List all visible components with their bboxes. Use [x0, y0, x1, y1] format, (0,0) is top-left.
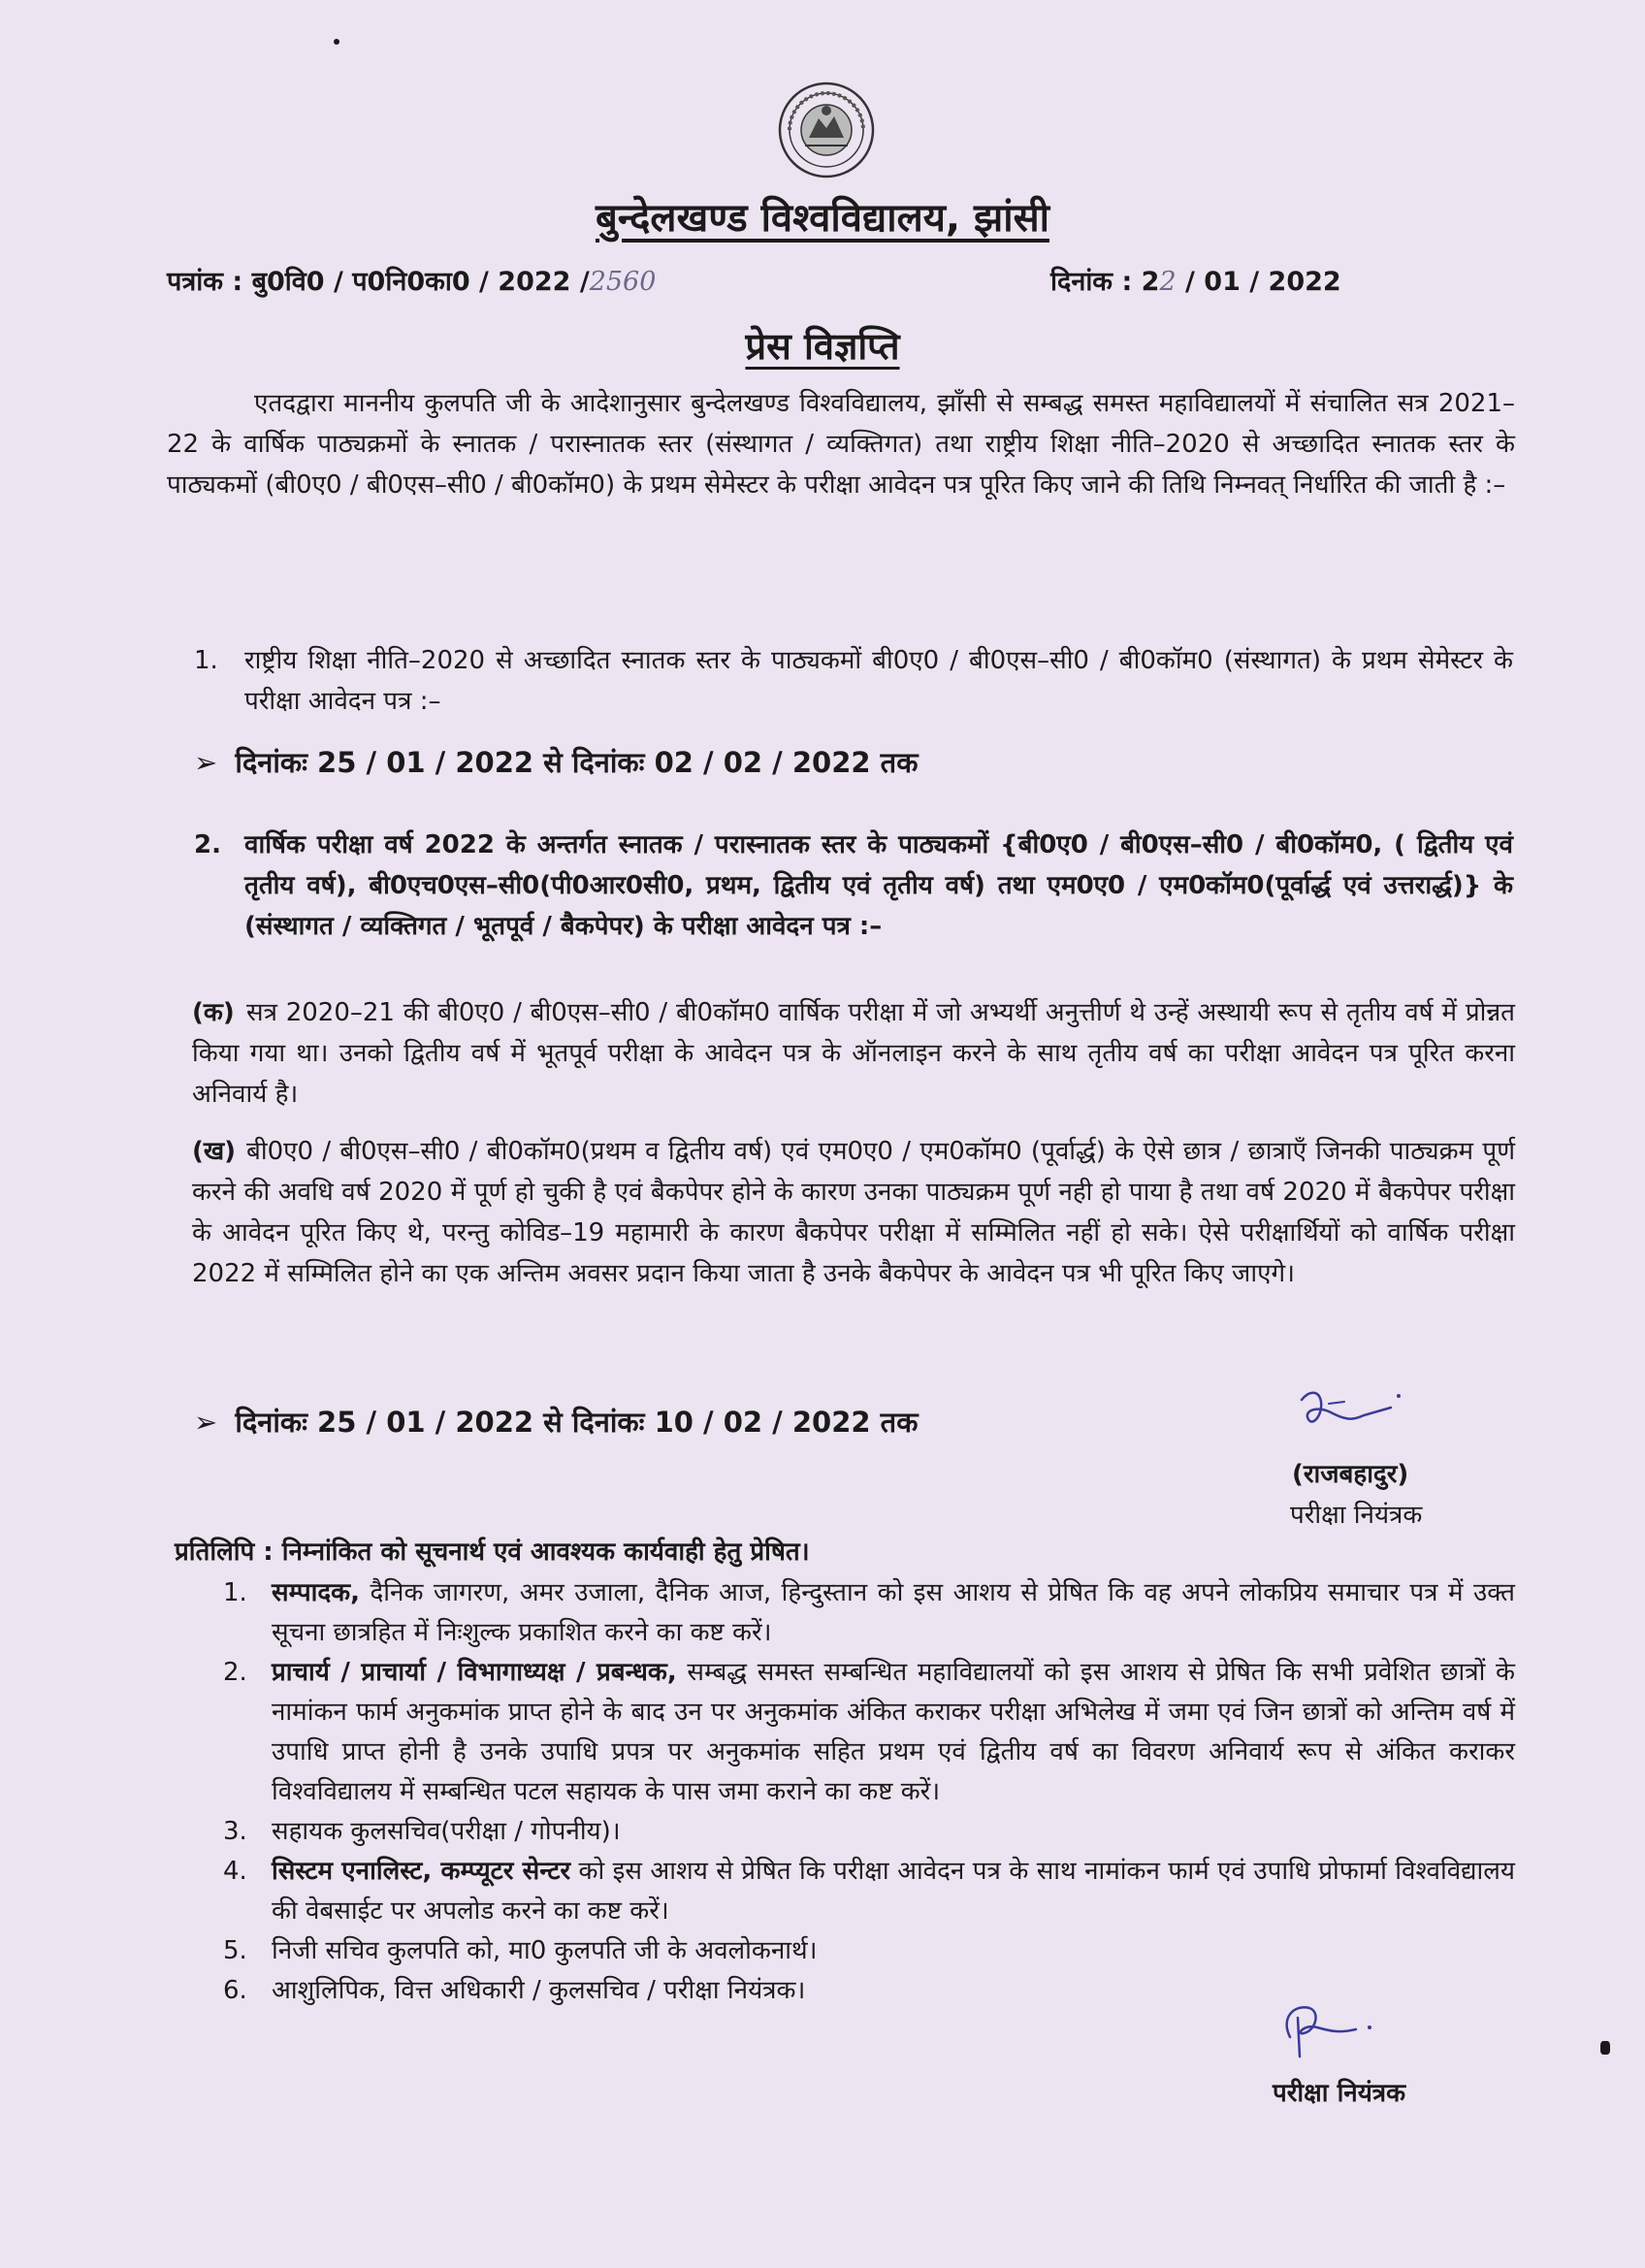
arrow-bullet-icon: ➢: [194, 1406, 218, 1439]
list-item-number: 2.: [194, 830, 221, 859]
list-item-text: आशुलिपिक, वित्त अधिकारी / कुलसचिव / परीक्षा नियंत्रक।: [272, 1976, 806, 2005]
sub-item-kha: [192, 1131, 1515, 1294]
date-range-2: [194, 1403, 918, 1441]
list-item: [223, 1931, 1515, 1971]
signer-name: (राजबहादुर): [1292, 1460, 1409, 1489]
press-release-title: प्रेस विज्ञप्ति: [745, 325, 900, 368]
list-item-text: दैनिक जागरण, अमर उजाला, दैनिक आज, हिन्दुस्तान को इस आशय से प्रेषित कि वह अपने लोकप्रिय समाचार पत्र में उक्त सूचना छात्रहित में निःशुल्क प्रकाशित करने का कष्ट करें।: [272, 1578, 1515, 1647]
list-item-number: 4.: [223, 1857, 247, 1886]
list-item-text: राष्ट्रीय शिक्षा नीति–2020 से अच्छादित स्नातक स्तर के पाठ्यकमों बी0ए0 / बी0एस–सी0 / बी0कॉम0 (संस्थागत) के प्रथम सेमेस्टर के परीक्षा आवेदन पत्र :–: [244, 646, 1513, 716]
arrow-bullet-icon: ➢: [194, 746, 218, 779]
list-item-1: [194, 640, 1513, 722]
list-item-number: 3.: [223, 1817, 247, 1846]
signature-mark-icon: [1290, 1382, 1406, 1450]
date-range-text: दिनांकः 25 / 01 / 2022 से दिनांकः 02 / 02 / 2022 तक: [235, 746, 919, 779]
reference-handwritten-number: 2560: [589, 267, 657, 297]
list-item-text: को इस आशय से प्रेषित कि परीक्षा आवेदन पत्र के साथ नामांकन फार्म एवं उपाधि प्रोफार्मा विश्वविद्यालय की वेबसाईट पर अपलोड करने का कष्ट करें।: [272, 1857, 1515, 1926]
list-item-2: [194, 825, 1513, 947]
sub-item-ka: [192, 992, 1515, 1115]
recipient-label: प्राचार्य / प्राचार्या / विभागाध्यक्ष / प्रबन्धक,: [272, 1658, 677, 1687]
sub-item-label: (ख): [192, 1137, 237, 1166]
list-item-number: 1.: [223, 1578, 247, 1607]
sub-item-label: (क): [192, 998, 235, 1027]
university-name: बुन्देलखण्ड विश्वविद्यालय, झांसी: [595, 196, 1050, 241]
list-item: [223, 1653, 1515, 1812]
list-item-number: 5.: [223, 1936, 247, 1965]
list-item: [223, 1852, 1515, 1931]
signer-title: परीक्षा नियंत्रक: [1290, 1501, 1423, 1530]
copy-to-list: [223, 1573, 1515, 2011]
scan-speck: [334, 39, 339, 45]
sub-item-text: बी0ए0 / बी0एस–सी0 / बी0कॉम0(प्रथम व द्वितीय वर्ष) एवं एम0ए0 / एम0कॉम0 (पूर्वार्द्ध) के ऐसे छात्र / छात्राएँ जिनकी पाठ्यक्रम पूर्ण करने की अवधि वर्ष 2020 में पूर्ण हो चुकी है एवं बैकपेपर होने के कारण उनका पाठ्यक्रम पूर्ण नही हो पाया है तथा वर्ष 2020 में बैकपेपर परीक्षा के आवेदन पूरित किए थे, परन्तु कोविड–19 महामारी के कारण बैकपेपर परीक्षा में सम्मिलित नहीं हो सके। ऐसे परीक्षार्थियों को वार्षिक परीक्षा 2022 में सम्मिलित होने का एक अन्तिम अवसर प्रदान किया जाता है उनके बैकपेपर के आवेदन पत्र भी पूरित किए जाएगे।: [192, 1137, 1515, 1288]
reference-label: पत्रांक : बु0वि0 / प0नि0का0 / 2022 /: [167, 267, 590, 297]
list-item-number: 1.: [194, 646, 218, 675]
copy-to-header: प्रतिलिपि : निम्नांकित को सूचनार्थ एवं आवश्यक कार्यवाही हेतु प्रेषित।: [175, 1538, 810, 1567]
reference-number: [167, 262, 656, 298]
list-item-text: सम्बद्ध समस्त सम्बन्धित महाविद्यालयों को इस आशय से प्रेषित कि सभी प्रवेशित छात्रों के नामांकन फार्म अनुकमांक प्राप्त होने के बाद उन पर अनुकमांक अंकित कराकर परीक्षा अभिलेख में जमा एवं जिन छात्रों को अन्तिम वर्ष में उपाधि प्राप्त होनी है उनके उपाधि प्रपत्र पर अनुकमांक सहित प्रथम एवं द्वितीय वर्ष का विवरण अनिवार्य रूप से अंकित कराकर विश्वविद्यालय में सम्बन्धित पटल सहायक के पास जमा कराने का कष्ट करें।: [272, 1658, 1515, 1806]
list-item-number: 6.: [223, 1976, 247, 2005]
sub-item-text: सत्र 2020–21 की बी0ए0 / बी0एस–सी0 / बी0कॉम0 वार्षिक परीक्षा में जो अभ्यर्थी अनुत्तीर्ण थे उन्हें अस्थायी रूप से तृतीय वर्ष में प्रोन्नत किया गया था। उनको द्वितीय वर्ष में भूतपूर्व परीक्षा के आवेदन पत्र के ऑनलाइन करने के साथ तृतीय वर्ष का परीक्षा आवेदन पत्र पूरित करना अनिवार्य है।: [192, 998, 1515, 1109]
university-seal-icon: [776, 80, 877, 180]
date-rest: / 01 / 2022: [1185, 267, 1341, 297]
signature-mark-icon: [1271, 1998, 1397, 2066]
list-item-text: सहायक कुलसचिव(परीक्षा / गोपनीय)।: [272, 1817, 621, 1846]
intro-paragraph: एतदद्वारा माननीय कुलपति जी के आदेशानुसार बुन्देलखण्ड विश्वविद्यालय, झाँसी से सम्बद्ध समस्त महाविद्यालयों में संचालित सत्र 2021–22 के वार्षिक पाठ्यक्रमों के स्नातक / परास्नातक स्तर (संस्थागत / व्यक्तिगत) तथा राष्ट्रीय शिक्षा नीति–2020 से अच्छादित स्नातक स्तर के पाठ्यकमों (बी0ए0 / बी0एस–सी0 / बी0कॉम0) के प्रथम सेमेस्टर के परीक्षा आवेदन पत्र पूरित किए जाने की तिथि निम्नवत् निर्धारित की जाती है :–: [167, 389, 1515, 500]
list-item: [223, 1812, 1515, 1852]
recipient-label: सिस्टम एनालिस्ट, कम्प्यूटर सेन्टर: [272, 1857, 571, 1886]
issue-date: [1050, 262, 1341, 298]
date-label: दिनांक : 2: [1050, 267, 1160, 297]
list-item-text: वार्षिक परीक्षा वर्ष 2022 के अन्तर्गत स्नातक / परास्नातक स्तर के पाठ्यकमों {बी0ए0 / बी0एस–सी0 / बी0कॉम0, ( द्वितीय एवं तृतीय वर्ष), बी0एच0एस–सी0(पी0आर0सी0, प्रथम, द्वितीय एवं तृतीय वर्ष) तथा एम0ए0 / एम0कॉम0(पूर्वार्द्ध एवं उत्तरार्द्ध)} के (संस्थागत / व्यक्तिगत / भूतपूर्व / बैकपेपर) के परीक्षा आवेदन पत्र :–: [244, 830, 1513, 941]
list-item: [223, 1573, 1515, 1653]
recipient-label: सम्पादक,: [272, 1578, 361, 1607]
list-item-text: निजी सचिव कुलपति को, मा0 कुलपति जी के अवलोकनार्थ।: [272, 1936, 818, 1965]
list-item-number: 2.: [223, 1658, 247, 1687]
final-signer-title: परीक्षा नियंत्रक: [1273, 2079, 1406, 2108]
scan-speck: [1600, 2041, 1610, 2055]
date-range-text: दिनांकः 25 / 01 / 2022 से दिनांकः 10 / 02 / 2022 तक: [235, 1406, 919, 1439]
date-handwritten-digit: 2: [1159, 267, 1177, 297]
date-range-1: [194, 743, 918, 781]
